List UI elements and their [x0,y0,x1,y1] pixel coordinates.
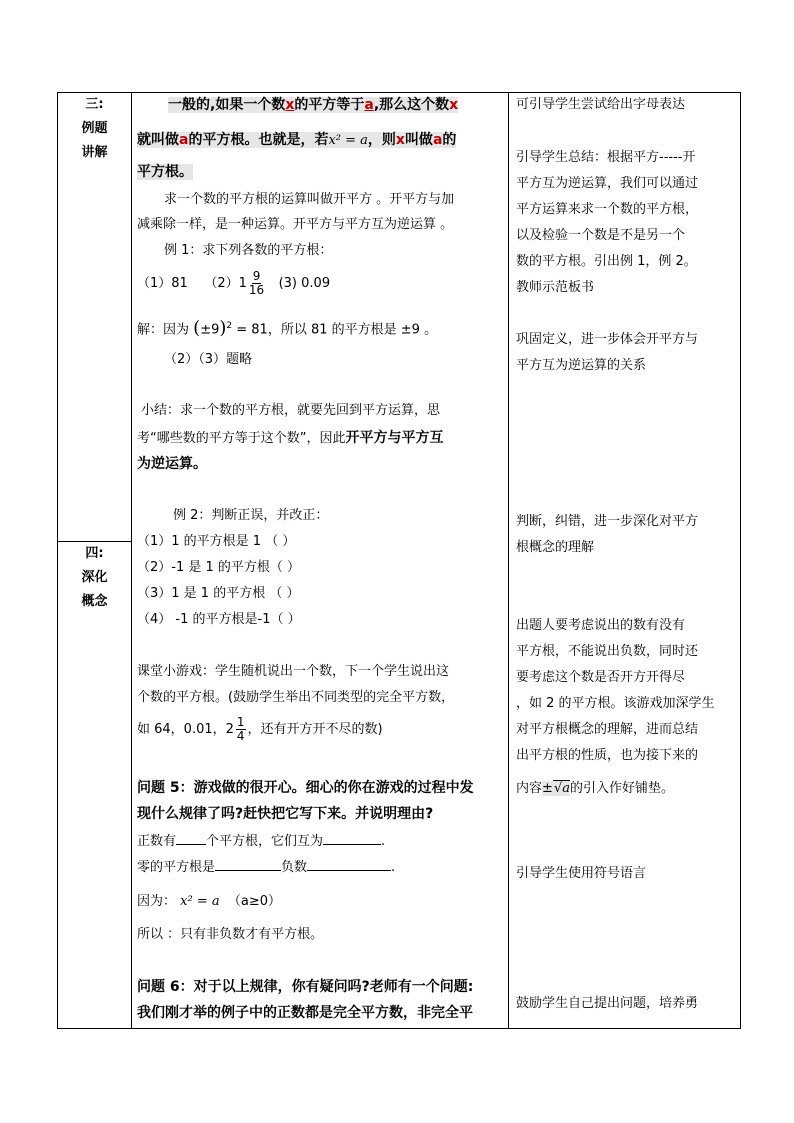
section-title-line2: 讲解 [81,145,108,160]
so-line: 所以 ：只有非负数才有平方根。 [137,927,324,942]
note-judge-line-1: 判断，纠错，进一步深化对平方 [516,514,699,529]
lesson-plan-table [57,92,741,1029]
note-judge-line-2: 根概念的理解 [516,540,595,555]
game-line-3: 如 64，0.01，2 $\frac{1}{4}$ ，还有开方开不尽的数) [137,715,383,743]
summary-line-2: 考“哪些数的平方等于这个数”，因此开平方与平方互 [137,430,444,446]
example-2-item-1: （1）1 的平方根是 1 （ ） [137,534,296,549]
note-summary-line-5: 数的平方根。引出例 1，例 2。 [516,254,697,269]
content-cell [132,93,509,1029]
definition-line-2: 就叫做a的平方根。也就是，若x² = a，则x叫做a的 [137,132,457,148]
solution-rest: （2）（3）题略 [164,352,253,367]
because-formula: x² = a [180,894,220,909]
section-cell-3 [58,93,132,542]
fraction-9-16: $\frac{9}{16}$ [248,269,265,297]
fraction-1-4: $\frac{1}{4}$ [236,715,245,743]
example-2-item-3: （3）1 是 1 的平方根 （ ） [137,586,300,601]
example-1-solution: 解：因为 $(\pm 9)^2 = 81$，所以 81 的平方根是 ±9 。 [137,317,438,339]
example-1-items: （1）81 （2）1 $\frac{9}{16}$ (3) 0.09 [137,269,331,297]
question-6-line-1: 问题 6：对于以上规律，你有疑问吗?老师有一个问题: [137,979,474,995]
note-game-line-1: 出题人要考虑说出的数有没有 [516,618,686,633]
question-6-line-2: 我们刚才举的例子中的正数都是完全平方数，非完全平 [137,1005,473,1021]
section-cell-4 [58,542,132,1029]
note-letter-expression: 可引导学生尝试给出字母表达 [516,97,686,112]
notes-cell [509,93,741,1029]
square-root-operation-line-1: 求一个数的平方根的运算叫做开平方 。开平方与加 [164,192,455,207]
because-line: 因为： x² = a （a≥0） [137,894,282,909]
note-game-line-3: 要考虑这个数是否开方开得尽 [516,670,686,685]
note-consolidate-line-2: 平方互为逆运算的关系 [516,358,647,373]
definition-line-1: 一般的,如果一个数x的平方等于a,那么这个数x [168,97,459,113]
section-title-line2: 概念 [81,594,108,609]
summary-line-3: 为逆运算。 [137,456,207,472]
fill-blank-positive: 正数有 个平方根，它们互为 . [137,830,385,853]
note-game-line-6: 出平方根的性质，也为接下来的 [516,748,699,763]
example-2-title: 例 2：判断正误，并改正： [173,508,329,523]
note-summary-line-1: 引导学生总结：根据平方-----开 [516,150,696,165]
section-title-line1: 深化 [81,570,108,585]
note-summary-line-2: 平方互为逆运算，我们可以通过 [516,176,699,191]
note-consolidate-line-1: 巩固定义，进一步体会开平方与 [516,332,699,347]
section-number: 四: [85,546,104,561]
game-line-2: 个数的平方根。(鼓励学生举出不同类型的完全平方数， [137,690,455,705]
summary-line-1: 小结：求一个数的平方根，就要先回到平方运算，思 [141,403,441,418]
section-number: 三: [85,97,104,112]
note-game-line-4: ，如 2 的平方根。该游戏加深学生 [516,696,715,711]
note-encourage-questions: 鼓励学生自己提出问题，培养勇 [516,996,699,1011]
section-title-line1: 例题 [81,121,108,136]
question-5-line-1: 问题 5：游戏做的很开心。细心的你在游戏的过程中发 [137,780,474,796]
note-summary-line-4: 以及检验一个数是不是另一个 [516,228,686,243]
game-line-1: 课堂小游戏：学生随机说出一个数，下一个学生说出这 [137,664,450,679]
note-game-line-2: 平方根，不能说出负数，同时还 [516,644,699,659]
note-summary-line-6: 教师示范板书 [516,280,595,295]
sqrt-a-symbol: √a [553,781,570,796]
definition-formula: x² = a [328,133,368,148]
fill-blank-zero: 零的平方根是 负数 . [137,856,395,879]
question-5-line-2: 现什么规律了吗?赶快把它写下来。并说明理由? [137,806,434,822]
example-1-title: 例 1：求下列各数的平方根： [164,243,333,258]
example-2-item-4: （4） -1 的平方根是-1（ ） [137,612,301,627]
note-game-line-5: 对平方根概念的理解，进而总结 [516,722,699,737]
definition-line-3: 平方根。 [137,164,193,180]
note-symbol-language: 引导学生使用符号语言 [516,866,647,881]
note-game-line-7: 内容±√a的引入作好铺垫。 [516,781,674,796]
note-summary-line-3: 平方运算来求一个数的平方根， [516,202,699,217]
example-2-item-2: （2）-1 是 1 的平方根（ ） [137,560,301,575]
square-root-operation-line-2: 减乘除一样，是一种运算。开平方与平方互为逆运算 。 [137,217,454,232]
